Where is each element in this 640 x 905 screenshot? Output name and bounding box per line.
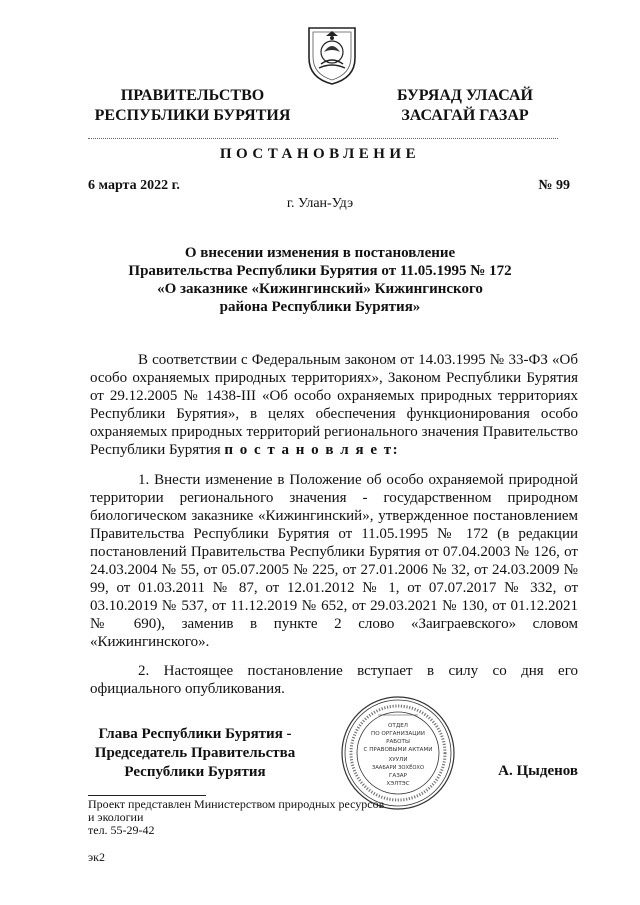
footer-line1: Проект представлен Министерством природных ресурсов xyxy=(88,797,385,811)
doc-city: г. Улан-Удэ xyxy=(286,196,354,211)
doc-date: 6 марта 2022 г. xyxy=(88,178,180,193)
title-line1: О внесении изменения в постановление xyxy=(184,245,456,261)
preamble-decree: п о с т а н о в л я е т: xyxy=(224,442,400,458)
preamble xyxy=(90,351,578,459)
header-right-line1: БУРЯАД УЛАСАЙ xyxy=(397,87,533,104)
footer-code: эк2 xyxy=(88,850,105,864)
doc-type: ПОСТАНОВЛЕНИЕ xyxy=(219,146,421,162)
stamp-line8: ХЭЛТЭС xyxy=(386,781,410,787)
doc-number: № 99 xyxy=(538,178,570,193)
stamp-line6: ЗААБАРИ ЗОХЁОХО xyxy=(371,765,425,771)
stamp-line2: ПО ОРГАНИЗАЦИИ xyxy=(371,731,425,737)
header-left-line1: ПРАВИТЕЛЬСТВО xyxy=(120,87,265,104)
signature-line3: Республики Бурятия xyxy=(124,764,266,780)
signature-line1: Глава Республики Бурятия - xyxy=(98,726,292,742)
header-separator xyxy=(88,138,558,139)
coat-of-arms-emblem xyxy=(305,22,359,86)
stamp-line4: С ПРАВОВЫМИ АКТАМИ xyxy=(363,747,433,753)
header-right xyxy=(380,86,550,126)
doc-title xyxy=(60,244,580,316)
item-1: 1. Внести изменение в Положение об особо охраняемой природной территории регионального значения - государственном природном биологическом заказнике «Кижингинский», утвержденное постановлением Правительства Республики Бурятия от 11.05.1995 № 172 (в редакции постановлений Правительства Республики Бурятия от 07.04.2003 № 126, от 24.03.2004 № 55, от 05.07.2005 № 225, от 27.01.2006 № 32, от 24.03.2009 № 99, от 01.03.2011 № 87, от 12.01.2012 № 1, от 07.07.2017 № 332, от 03.10.2019 № 537, от 11.12.2019 № 652, от 29.03.2021 № 130, от 01.12.2021 № 690), заменив в пункте 2 слово «Заиграевского» словом «Кижингинского». xyxy=(90,472,578,650)
preamble-text: В соответствии с Федеральным законом от 14.03.1995 № 33-ФЗ «Об особо охраняемых природных территориях», Законом Республики Бурятия от 29.12.2005 № 1438-III «Об особо охраняемых природных территориях Республики Бурятия», в целях обеспечения функционирования особо охраняемых природных территорий регионального значения Правительство Республики Бурятия xyxy=(90,352,578,458)
stamp-line1: ОТДЕЛ xyxy=(388,723,408,729)
stamp-line7: ГАЗАР xyxy=(388,773,408,779)
header-right-line2: ЗАСАГАЙ ГАЗАР xyxy=(401,107,529,124)
header-left xyxy=(90,86,295,126)
official-stamp xyxy=(338,693,458,813)
title-line3: «О заказнике «Кижингинский» Кижингинского xyxy=(157,281,483,297)
item-2: 2. Настоящее постановление вступает в силу со дня его официального опубликования. xyxy=(90,663,578,697)
footer-rule xyxy=(88,795,206,796)
title-line4: района Республики Бурятия» xyxy=(219,299,421,315)
signature-line2: Председатель Правительства xyxy=(94,745,296,761)
header-left-line2: РЕСПУБЛИКИ БУРЯТИЯ xyxy=(94,107,291,124)
footer-line3: тел. 55-29-42 xyxy=(88,823,155,837)
stamp-line5: ХУУЛИ xyxy=(388,757,408,763)
signatory-name: А. Цыденов xyxy=(498,763,578,779)
title-line2: Правительства Республики Бурятия от 11.05.1995 № 172 xyxy=(128,263,512,279)
footer-note xyxy=(88,798,384,837)
signature-title xyxy=(60,725,330,782)
footer-line2: и экологии xyxy=(88,810,144,824)
stamp-line3: РАБОТЫ xyxy=(386,739,410,745)
